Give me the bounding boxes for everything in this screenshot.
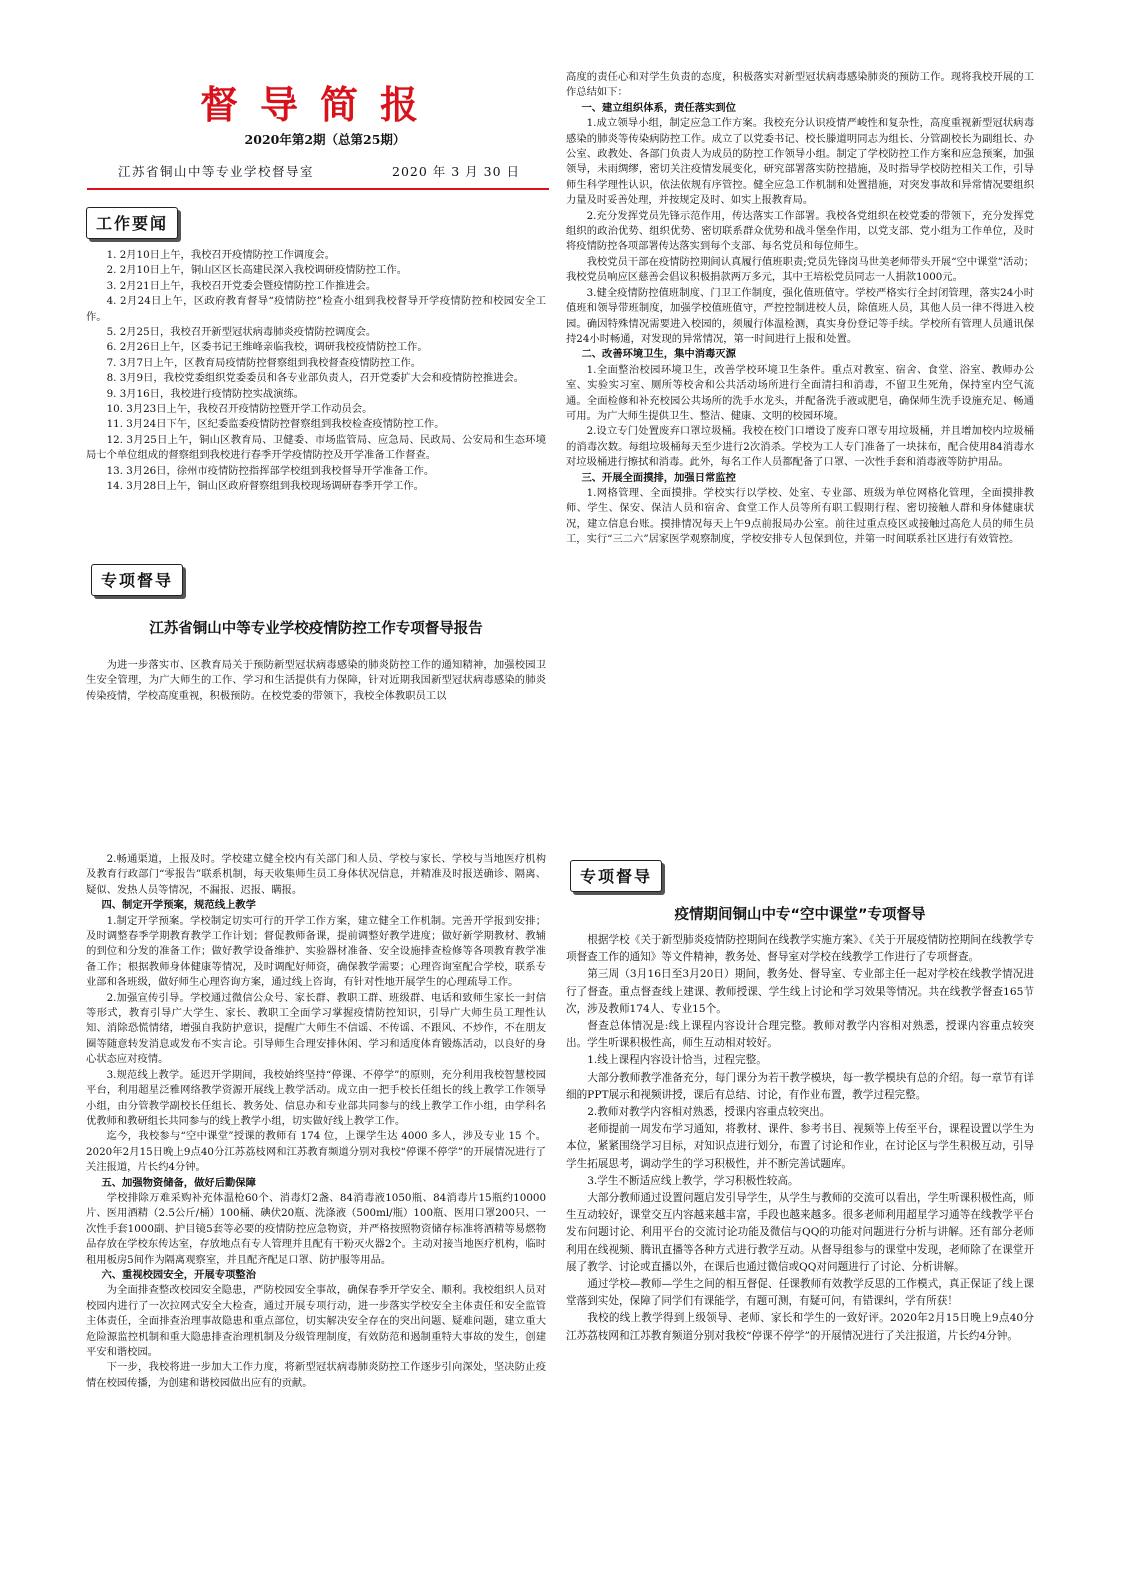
masthead-divider: [87, 188, 549, 190]
list-item: 8. 3月9日，我校党委组织党委委员和各专业部负责人，召开党委扩大会和疫情防控推进会。: [106, 372, 525, 385]
section-heading: 五、加强物资储备，做好后勤保障: [101, 1176, 256, 1189]
list-item: 3. 2月21日上午，我校召开党委会暨疫情防控工作推进会。: [106, 279, 377, 292]
report1-section-tag: 专项督导: [91, 564, 183, 596]
news-list: [86, 248, 546, 495]
list-item: 13. 3月26日，徐州市疫情防控指挥部学校组到我校督导开学准备工作。: [106, 464, 435, 477]
paragraph: 督查总体情况是:线上课程内容设计合理完整。教师对教学内容相对熟悉，授课内容重点较突出。学生听课积极性高，师生互动相对较好。: [566, 1020, 1034, 1050]
report1-title: 江苏省铜山中等专业学校疫情防控工作专项督导报告: [149, 621, 483, 637]
report1-intro: [86, 658, 546, 704]
issue-number: 2020年第2期（总第25期）: [244, 132, 406, 147]
paragraph: 大部分教师通过设置问题启发引导学生，从学生与教师的交流可以看出，学生听课积极性高，师生互动较好，课堂交互内容越来越丰富，手段也越来越多。很多老师利用超星学习通等在线教学平台发布问题讨论、利用平台的交流讨论功能及微信与QQ的功能对问题进行分析与讲解。还有部分老师利用在线视频、腾讯直播等各种方式进行教学互动。从督导组参与的课堂中发现，老师除了在课堂开展了教学、讨论或直播以外，在课后也通过微信或QQ对问题进行了讨论、分析讲解。: [566, 1192, 1034, 1273]
list-item: 1. 2月10日上午，我校召开疫情防控工作调度会。: [106, 249, 335, 261]
paragraph: 1.线上课程内容设计恰当，过程完整。: [587, 1054, 767, 1067]
report1-column-right-top: [566, 70, 1034, 548]
masthead-title: 督导简报: [199, 83, 440, 127]
paragraph: 高度的责任心和对学生负责的态度，积极落实对新型冠状病毒感染肺炎的预防工作。现将我校开展的工作总结如下：: [566, 71, 1034, 99]
list-item: 11. 3月24日下午，区纪委监委疫情防控督察组到我校检查疫情防控工作。: [106, 418, 445, 431]
publisher-org: 江苏省铜山中等专业学校督导室: [118, 164, 315, 179]
list-item: 7. 3月7日上午，区教育局疫情防控督察组到我校督查疫情防控工作。: [106, 356, 422, 369]
paragraph: 迄今，我校参与“空中课堂”授课的教师有 174 位，上课学生达 4000 多人，涉及专业 15 个。2020年2月15日晚上9点40分江苏荔枝网和江苏教育频道分别对我校“停课不停学”的开展情况进行了关注报道，片长约4分钟。: [86, 1130, 546, 1174]
paragraph: 3.规范线上教学。延迟开学期间，我校始终坚持“停课、不停学”的原则，充分利用我校智慧校园平台，利用超星泛雅网络教学资源开展线上教学活动。成立由一把手校长任组长的线上教学工作领导小组，由分管教学副校长任组长、教务处、信息办和专业部共同参与的线上教学工作小组，由学科名优教师和教研组长共同参与的线上教学小组，切实做好线上教学工作。: [86, 1068, 546, 1127]
paragraph: 老师提前一周发布学习通知，将教材、课件、参考书目、视频等上传至平台，课程设置以学生为本位，紧紧围绕学习目标，对知识点进行划分，布置了讨论和作业，在讨论区与学生积极互动，引导学生拓展思考，调动学生的学习积极性，并不断完善试题库。: [566, 1123, 1034, 1170]
section-heading: 二、改善环境卫生，集中消毒灭源: [581, 348, 736, 361]
report2-body: [566, 932, 1034, 1345]
paragraph: 1.成立领导小组，制定应急工作方案。我校充分认识疫情严峻性和复杂性，高度重视新型冠状病毒感染的肺炎等传染病防控工作。成立了以党委书记、校长滕道明同志为组长、分管副校长为副组长、办公室、政教处、各部门负责人为成员的防控工作领导小组。制定了学校防控工作方案和应急预案，加强领导，未雨绸缪，密切关注疫情发展变化，研究部署落实防控措施，及时指导学校防控相关工作，引导师生科学理性认识，依法依规有序管控。健全应急工作机制和处置措施，对突发事故和异常情况要组织力量及时妥善处理，并按规定及时、如实上报教育局。: [566, 117, 1034, 207]
report2-section-tag: 专项督导: [570, 860, 662, 892]
paragraph: 2.充分发挥党员先锋示范作用，传达落实工作部署。我校各党组织在校党委的带领下，充分发挥党组织的政治优势、组织优势、密切联系群众优势和战斗堡垒作用，以党支部、党小组为工作单位，及时将疫情防控各项部署传达落实到每个支部、每名党员和每位师生。: [566, 209, 1034, 253]
paragraph: 通过学校—教师—学生之间的相互督促、任课教师有效教学反思的工作模式，真正保证了线上课堂落到实处，保障了同学们有课能学，有题可测，有疑可问，有错课纠，学有所获！: [566, 1278, 1034, 1308]
list-item: 12. 3月25日上午，铜山区教育局、卫健委、市场监管局、应急局、民政局、公安局和生态环境局七个单位组成的督察组到我校进行春季开学疫情防控及开学准备工作督查。: [86, 433, 546, 462]
list-item: 10. 3月23日上午，我校召开疫情防控暨开学工作动员会。: [106, 403, 373, 416]
list-item: 2. 2月10日上午，铜山区区长高建民深入我校调研疫情防控工作。: [106, 264, 408, 277]
section-heading: 六、重视校园安全，开展专项整治: [101, 1268, 256, 1281]
paragraph: 我校党员干部在疫情防控期间认真履行值班职责;党员先锋岗马世美老师带头开展“空中课堂”活动；我校党员响应区慈善会倡议积极捐款两万多元，其中王培松党员同志一人捐款1000元。: [566, 255, 1034, 284]
list-item: 4. 2月24日上午，区政府教育督导“疫情防控”检查小组到我校督导开学疫情防控和校园安全工作。: [86, 295, 546, 323]
paragraph: 为全面排查整改校园安全隐患，严防校园安全事故，确保春季开学安全、顺利。我校组织人员对校园内进行了一次拉网式安全大检查，通过开展专项行动，进一步落实学校安全主体责任和安全监管主体责任，全面排查治理事故隐患和重点部位，切实解决安全存在的突出问题、疑难问题，建立重大危险源监控机制和重大隐患排查治理机制及分级管理制度，有效防范和遏制重特大事故的发生，创建平安和谐校园。: [86, 1284, 546, 1358]
paragraph: 下一步，我校将进一步加大工作力度，将新型冠状病毒肺炎防控工作逐步引向深处，坚决防止疫情在校园传播，为创建和谐校园做出应有的贡献。: [86, 1361, 546, 1389]
paragraph: 第三周（3月16日至3月20日）期间，教务处、督导室、专业部主任一起对学校在线教学情况进行了督查。重点督查线上建课、教师授课、学生线上讨论和学习效果等情况。共在线教学督查165节次，涉及教师174人、专业15个。: [566, 968, 1034, 1015]
paragraph: 学校排除万难采购补充体温枪60个、消毒灯2盏、84消毒液1050瓶、84消毒片15瓶约10000片、医用酒精（2.5公斤/桶）100桶、碘伏20瓶、洗涤液（500ml/瓶）100瓶、医用口罩200只、一次性手套1000副、护目镜5套等必要的疫情防控应急物资，并严格按照物资储存标准将酒精等易燃物品存放在学校东传达室，存放地点有专人管理并且配有干粉灭火器2个。主动对接当地医疗机构，临时租用板房5间作为隔离观察室，并且配齐配足口罩、防护服等用品。: [86, 1191, 546, 1266]
paragraph: 3.学生不断适应线上教学，学习积极性较高。: [587, 1174, 799, 1187]
paragraph: 1.制定开学预案。学校制定切实可行的开学工作方案，建立健全工作机制。完善开学报到安排；及时调整春季学期教育教学工作计划；督促教师备课，提前调整好教学进度；做好新学期教材、教辅的到位和分发的准备工作；做好教学设备维护、实验器材准备、安全设施排查检修等各项教育教学准备工作；根据教师身体健康等情况，及时调配好师资，确保教学需要；心理咨询室配合学校，联系专业部和各班级，做好师生心理咨询方案，通过线上咨询，有针对性地开展学生的心理疏导工作。: [86, 914, 546, 989]
list-item: 5. 2月25日，我校召开新型冠状病毒肺炎疫情防控调度会。: [106, 326, 377, 339]
section-heading: 三、开展全面摸排，加强日常监控: [581, 471, 736, 484]
report2-title: 疫情期间铜山中专“空中课堂”专项督导: [674, 907, 926, 923]
paragraph: 1.全面整治校园环境卫生，改善学校环境卫生条件。重点对教室、宿舍、食堂、浴室、教师办公室、实验实习室、厕所等校舍和公共活动场所进行全面清扫和消毒，不留卫生死角，保持室内空气流通。全面检修和补充校园公共场所的洗手水龙头，并配备洗手液或肥皂，确保师生洗手设施充足、畅通可用。为广大师生提供卫生、整洁、健康、文明的校园环境。: [566, 363, 1034, 422]
paragraph: 1.网格管理、全面摸排。学校实行以学校、处室、专业部、班级为单位网格化管理，全面摸排教师、学生、保安、保洁人员和宿舍、食堂工作人员等所有职工假期行程、密切接触人群和身体健康状况，建立信息台账。摸排情况每天上午9点前报局办公室。前往过重点疫区或接触过高危人员的师生员工，实行“三二六”居家医学观察制度，学校安排专人包保到位，并第一时间联系社区进行有效管控。: [566, 486, 1034, 546]
news-section-tag: 工作要闻: [86, 207, 178, 239]
paragraph: 2.设立专门处置废弃口罩垃圾桶。我校在校门口增设了废弃口罩专用垃圾桶，并且增加校内垃圾桶的消毒次数。每组垃圾桶每天至少进行2次消杀。学校为工人专门准备了一块抹布，配合使用84消毒水对垃圾桶进行擦拭和消毒。此外，每名工作人员都配备了口罩、一次性手套和消毒液等防护用品。: [566, 425, 1034, 469]
publish-date: 2020 年 3 月 30 日: [392, 164, 521, 179]
paragraph: 我校的线上教学得到上级领导、老师、家长和学生的一致好评。2020年2月15日晚上9点40分江苏荔枝网和江苏教育频道分别对我校“停课不停学”的开展情况进行了关注报道，片长约4分钟。: [566, 1312, 1034, 1342]
paragraph: 3.健全疫情防控值班制度、门卫工作制度，强化值班值守。学校严格实行全封闭管理，落实24小时值班和领导带班制度，加强学校值班值守，严控控制进校人员，除值班人员，其他人员一律不得进入校园。确因特殊情况需要进入校园的，须履行体温检测，真实身份登记等手续。学校所有管理人员通讯保持24小时畅通，对发现的异常情况，第一时间进行上报和处置。: [566, 286, 1034, 345]
list-item: 14. 3月28日上午，铜山区政府督察组到我校现场调研春季开学工作。: [106, 480, 424, 493]
list-item: 9. 3月16日，我校进行疫情防控实战演练。: [106, 387, 305, 400]
report1-column-left-bottom: [86, 852, 546, 1391]
paragraph: 2.教师对教学内容相对熟悉，授课内容重点较突出。: [587, 1106, 831, 1119]
paragraph: 根据学校《关于新型肺炎疫情防控期间在线教学实施方案》、《关于开展疫情防控期间在线教学专项督查工作的通知》等文件精神，教务处、督导室对学校在线教学工作进行了专项督查。: [566, 934, 1034, 964]
section-heading: 四、制定开学预案，规范线上教学: [101, 899, 256, 912]
paragraph: 大部分教师教学准备充分，每门课分为若干教学模块，每一教学模块有总的介绍。每一章节有详细的PPT展示和视频讲授，课后有总结、讨论，有作业布置，教学过程完整。: [566, 1071, 1034, 1101]
paragraph: 2.加强宣传引导。学校通过微信公众号、家长群、教职工群、班级群、电话和致师生家长一封信等形式，教育引导广大学生、家长、教职工全面学习掌握疫情防控知识，引导广大师生员工理性认知、消除恐慌情绪，增强自我防护意识，提醒广大师生不信谣、不传谣、不跟风、不炒作，不在朋友圈等随意转发消息或发布不实言论。引导师生合理安排休闲、学习和适度体育锻炼活动，以良好的身心状态应对疫情。: [86, 991, 546, 1066]
paragraph: 为进一步落实市、区教育局关于预防新型冠状病毒感染的肺炎防控工作的通知精神，加强校园卫生安全管理，为广大师生的工作、学习和生活提供有力保障，针对近期我国新型冠状病毒感染的肺炎传染疫情，学校高度重视，积极预防。在校党委的带领下，我校全体教职员工以: [86, 659, 546, 702]
paragraph: 2.畅通渠道，上报及时。学校建立健全校内有关部门和人员、学校与家长、学校与当地医疗机构及教育行政部门“零报告”联系机制，每天收集师生员工身体状况信息，并精准及时报送确诊、隔离、疑似、发热人员等情况，不漏报、迟报、瞒报。: [86, 853, 546, 896]
section-heading: 一、建立组织体系，责任落实到位: [581, 101, 736, 114]
list-item: 6. 2月26日上午，区委书记王维峰亲临我校，调研我校疫情防控工作。: [106, 341, 428, 354]
